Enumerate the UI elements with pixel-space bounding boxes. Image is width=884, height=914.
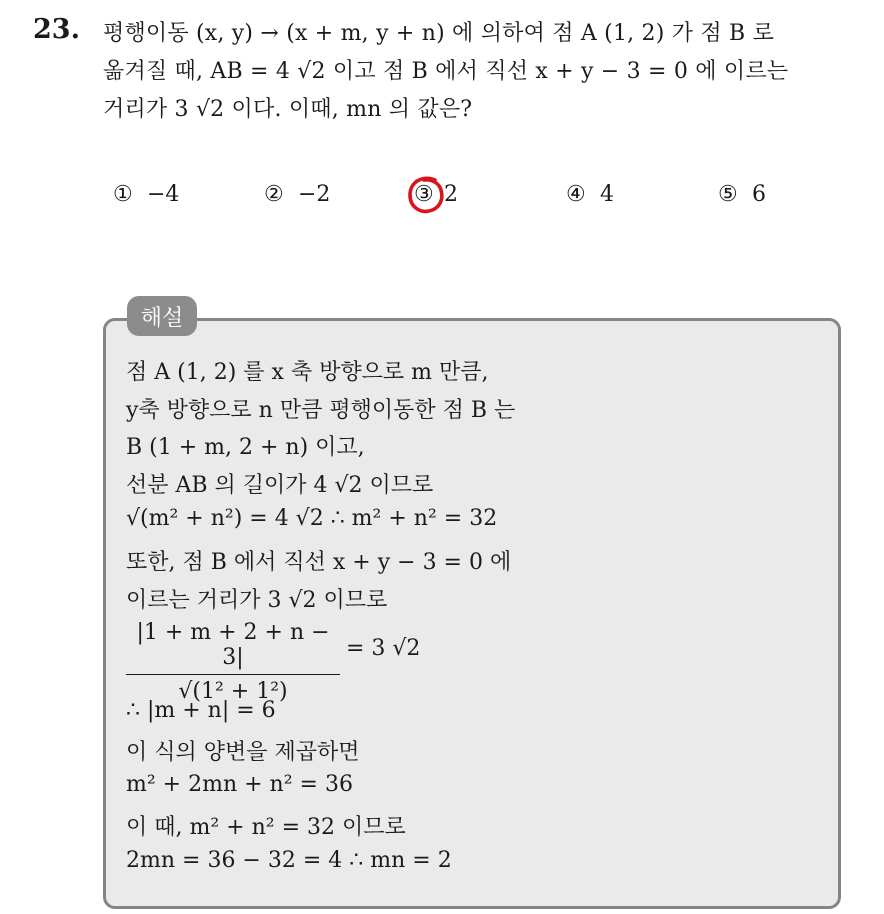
choice-5[interactable] [718, 182, 766, 207]
fraction-denominator: √(1² + 1²) [178, 679, 288, 704]
choice-number: ⑤ [718, 182, 738, 207]
choice-value: 2 [444, 182, 458, 207]
answer-circle-mark [405, 174, 447, 216]
choice-number: ① [113, 182, 133, 207]
solution-line: B (1 + m, 2 + n) 이고, [126, 435, 365, 460]
choice-value: 4 [600, 182, 614, 207]
solution-line: 점 A (1, 2) 를 x 축 방향으로 m 만큼, [126, 360, 489, 385]
choice-number: ③ [414, 182, 434, 207]
question-line-2: 옮겨질 때, AB = 4 √2 이고 점 B 에서 직선 x + y − 3 = 0 에 이르는 [103, 59, 789, 84]
solution-line: 이 식의 양변을 제곱하면 [126, 740, 360, 765]
solution-line: ∴ |m + n| = 6 [126, 698, 276, 723]
choice-4[interactable] [566, 182, 614, 207]
solution-line: 또한, 점 B 에서 직선 x + y − 3 = 0 에 [126, 550, 512, 575]
solution-tag: 해설 [127, 296, 197, 336]
choice-number: ② [264, 182, 284, 207]
choice-value: 6 [752, 182, 766, 207]
choice-1[interactable] [113, 182, 179, 207]
solution-line: y축 방향으로 n 만큼 평행이동한 점 B 는 [126, 398, 516, 423]
question-number: 23. [33, 14, 80, 45]
choice-2[interactable] [264, 182, 330, 207]
question-line-1: 평행이동 (x, y) → (x + m, y + n) 에 의하여 점 A (1, 2) 가 점 B 로 [103, 21, 775, 46]
solution-line: 선분 AB 의 길이가 4 √2 이므로 [126, 473, 434, 498]
solution-line: m² + 2mn + n² = 36 [126, 772, 353, 797]
fraction-numerator: |1 + m + 2 + n − 3| [136, 620, 330, 670]
question-line-3: 거리가 3 √2 이다. 이때, mn 의 값은? [103, 97, 473, 122]
distance-fraction [126, 620, 340, 704]
choice-number: ④ [566, 182, 586, 207]
solution-line: 이 때, m² + n² = 32 이므로 [126, 815, 406, 840]
choice-value: −4 [147, 182, 180, 207]
solution-line: 이르는 거리가 3 √2 이므로 [126, 588, 388, 613]
fraction-rhs: = 3 √2 [346, 636, 421, 661]
solution-line: 2mn = 36 − 32 = 4 ∴ mn = 2 [126, 848, 452, 873]
choice-value: −2 [298, 182, 331, 207]
solution-line: √(m² + n²) = 4 √2 ∴ m² + n² = 32 [126, 506, 498, 531]
